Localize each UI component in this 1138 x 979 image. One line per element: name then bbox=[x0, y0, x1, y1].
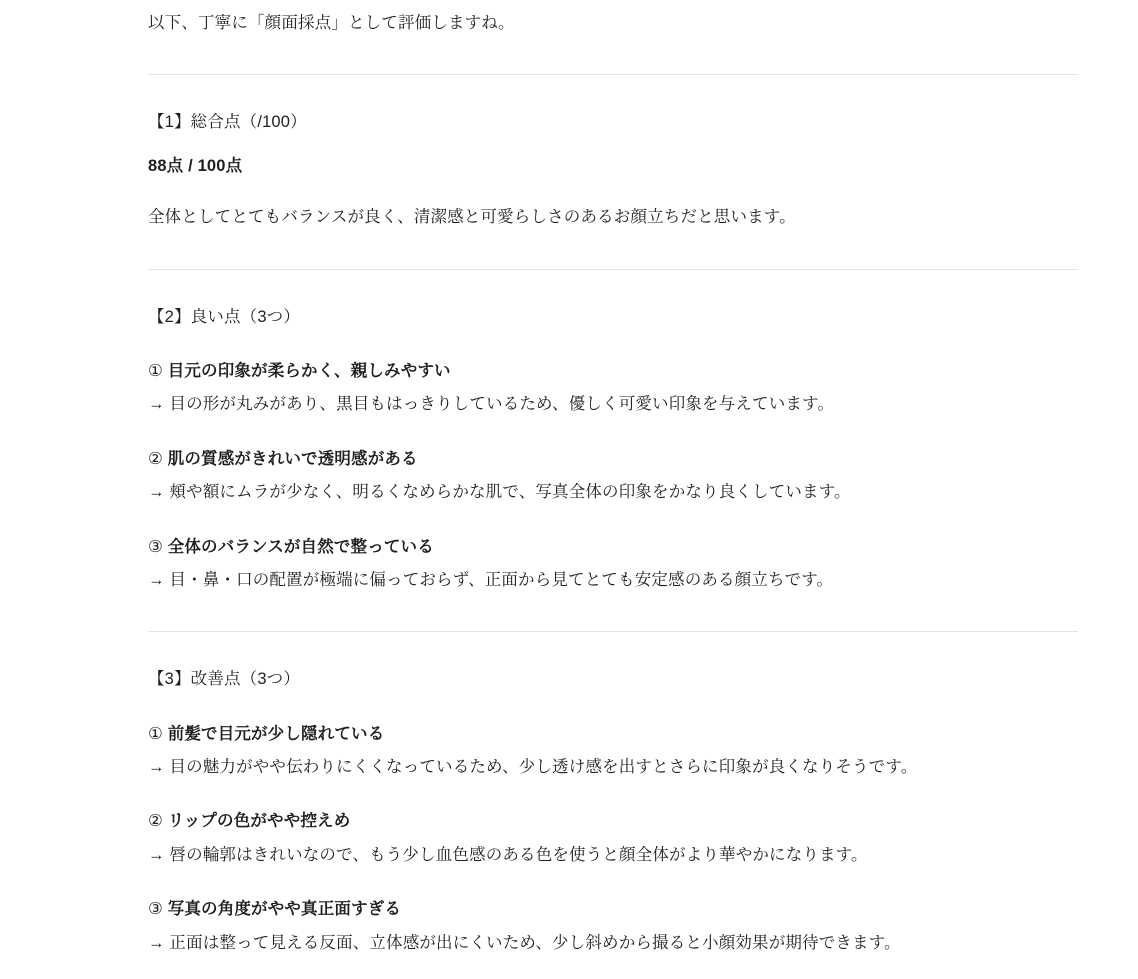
good-point-3-body: → 目・鼻・口の配置が極端に偏っておらず、正面から見てとても安定感のある顔立ちです。 bbox=[148, 570, 834, 589]
list-item bbox=[148, 358, 1078, 418]
improvement-1-title: 前髪で目元が少し隠れている bbox=[167, 724, 385, 743]
divider-3 bbox=[148, 631, 1078, 632]
good-point-2-body: → 頬や額にムラが少なく、明るくなめらかな肌で、写真全体の印象をかなり良くしています。 bbox=[148, 483, 851, 502]
list-item bbox=[148, 721, 1078, 781]
improvement-2-number: ② bbox=[148, 812, 168, 831]
improvement-3-heading bbox=[148, 896, 1078, 922]
good-point-1-title: 目元の印象が柔らかく、親しみやすい bbox=[167, 361, 451, 380]
section-title-overall: 【1】総合点（/100） bbox=[148, 113, 307, 132]
improvement-1-body: → 目の魅力がやや伝わりにくくなっているため、少し透け感を出すとさらに印象が良くなりそうです。 bbox=[148, 758, 918, 777]
section-title-good-points: 【2】良い点（3つ） bbox=[148, 307, 301, 326]
list-item bbox=[148, 446, 1078, 506]
list-item bbox=[148, 896, 1078, 956]
list-item bbox=[148, 534, 1078, 594]
good-point-3-title: 全体のバランスが自然で整っている bbox=[167, 537, 434, 556]
good-point-2-number: ② bbox=[148, 449, 168, 468]
divider-2 bbox=[148, 269, 1078, 270]
improvement-2-heading bbox=[148, 808, 1078, 834]
improvement-1-number: ① bbox=[148, 724, 168, 743]
good-point-1-number: ① bbox=[148, 361, 168, 380]
list-item bbox=[148, 808, 1078, 868]
good-point-3-heading bbox=[148, 534, 1078, 560]
improvement-3-title: 写真の角度がやや真正面すぎる bbox=[167, 900, 402, 919]
overall-summary: 全体としてとてもバランスが良く、清潔感と可愛らしさのあるお顔立ちだと思います。 bbox=[148, 208, 796, 227]
improvement-3-body: → 正面は整って見える反面、立体感が出にくいため、少し斜めから撮ると小顔効果が期待できます。 bbox=[148, 933, 901, 952]
good-point-2-title: 肌の質感がきれいで透明感がある bbox=[167, 449, 418, 468]
intro-paragraph: 以下、丁寧に「顔面採点」として評価しますね。 bbox=[148, 14, 515, 32]
improvement-2-body: → 唇の輪郭はきれいなので、もう少し血色感のある色を使うと顔全体がより華やかになります。 bbox=[148, 845, 868, 864]
good-point-1-body: → 目の形が丸みがあり、黒目もはっきりしているため、優しく可愛い印象を与えています。 bbox=[148, 395, 835, 414]
divider-1 bbox=[148, 74, 1078, 75]
good-point-2-heading bbox=[148, 446, 1078, 472]
section-title-improvements: 【3】改善点（3つ） bbox=[148, 670, 301, 689]
improvement-3-number: ③ bbox=[148, 900, 168, 919]
good-point-3-number: ③ bbox=[148, 537, 168, 556]
overall-score: 88点 / 100点 bbox=[148, 156, 243, 175]
good-point-1-heading bbox=[148, 358, 1078, 384]
improvement-1-heading bbox=[148, 721, 1078, 747]
document-content bbox=[148, 0, 1078, 956]
improvement-2-title: リップの色がやや控えめ bbox=[167, 812, 351, 831]
